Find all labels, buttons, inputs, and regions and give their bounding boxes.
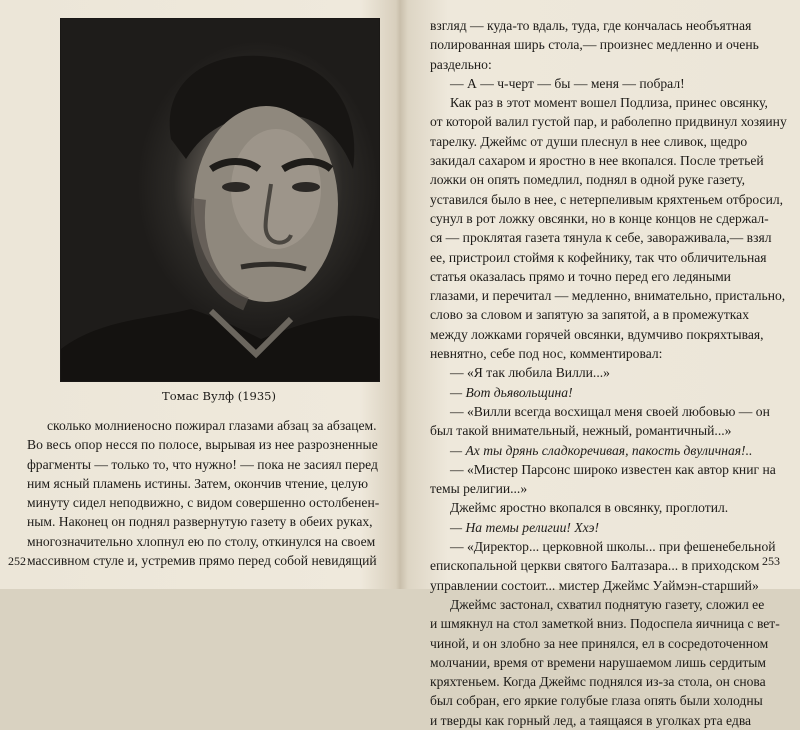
page-number: 252 xyxy=(8,554,26,568)
text-line: — «Мистер Парсонс широко известен как автор книг на xyxy=(450,461,776,477)
text-line: тарелку. Джеймс от души плеснул в нее сливок, щедро xyxy=(430,133,748,149)
text-line: глазами, и перечитал — медленно, внимательно, пристально, xyxy=(430,288,786,304)
text-line: Джеймс яростно вкопался в овсянку, проглотил. xyxy=(450,500,729,516)
text-line: — На темы религии! Ххэ! xyxy=(450,519,600,535)
text-line: чиной, и он злобно за нее принялся, ел в сосредоточенном xyxy=(430,635,769,651)
text-line: епископальной церкви святого Балтазара... в приходском xyxy=(430,558,760,574)
right-page-text xyxy=(430,16,787,730)
text-line: — «Я так любила Вилли...» xyxy=(450,365,610,381)
portrait-photo xyxy=(60,18,380,382)
text-line: — А — ч-черт — бы — меня — побрал! xyxy=(450,75,685,91)
text-line: ложки он опять помедлил, поднял в одной руке газету, xyxy=(430,172,745,188)
portrait-image xyxy=(61,19,379,381)
text-line: Как раз в этот момент вошел Подлиза, принес овсянку, xyxy=(450,95,768,111)
left-page-text xyxy=(27,416,380,570)
text-line: — «Вилли всегда восхищал меня своей любовью — он xyxy=(450,403,770,419)
text-line: от которой валил густой пар, и раболепно придвинул хозяину xyxy=(430,114,787,130)
text-line: ним ясный пламень истины. Затем, окончив чтение, целую xyxy=(27,475,369,491)
text-line: статья оказалась прямо и точно перед его ледяными xyxy=(430,268,731,284)
text-line: темы религии...» xyxy=(430,481,528,497)
text-line: Джеймс застонал, схватил поднятую газету, сложил ее xyxy=(450,596,765,612)
text-line: закидал сахаром и яростно в нее вкопался. После третьей xyxy=(430,153,764,169)
photo-caption: Томас Вулф (1935) xyxy=(162,389,276,403)
text-line: слово за словом и запятую за запятой, а в промежутках xyxy=(430,307,749,323)
text-line: ным. Наконец он поднял развернутую газету в обеих руках, xyxy=(27,514,373,530)
text-line: полированная ширь стола,— произнес медленно и очень xyxy=(430,37,759,53)
text-line: управлении состоит... мистер Джеймс Уаймэн-старший» xyxy=(430,577,759,593)
text-line: был собран, его яркие голубые глаза опять были холодны xyxy=(430,693,763,709)
text-line: сунул в рот ложку овсянки, но в конце концов не сдержал- xyxy=(430,210,769,226)
text-line: ся — проклятая газета тянула к себе, завораживала,— взял xyxy=(430,230,772,246)
text-line: взгляд — куда-то вдаль, туда, где кончалась необъятная xyxy=(430,18,752,33)
text-line: — Ах ты дрянь сладкоречивая, пакость двуличная!.. xyxy=(450,442,753,458)
text-line: сколько молниеносно пожирал глазами абзац за абзацем. xyxy=(47,418,377,433)
text-line: минуту сидел неподвижно, с видом совершенно остолбенен- xyxy=(27,495,380,511)
text-line: и шмякнул на стол заметкой вниз. Подоспела яичница с вет- xyxy=(430,616,780,632)
text-line: массивном стуле и, устремив прямо перед собой невидящий xyxy=(27,553,377,569)
left-page xyxy=(0,0,400,589)
text-line: и тверды как горный лед, а таящаяся в уголках рта едва xyxy=(430,712,752,728)
right-page xyxy=(400,0,800,728)
text-line: был такой внимательный, нежный, романтичный...» xyxy=(430,423,732,439)
text-line: — «Директор... церковной школы... при фешенебельной xyxy=(450,539,776,555)
page-number: 253 xyxy=(762,554,780,568)
text-line: невнятно, себе под нос, комментировал: xyxy=(430,346,663,362)
text-line: уставился было в нее, с нетерпеливым кряхтеньем отбросил, xyxy=(430,191,784,207)
text-line: ее, пристроил стоймя к кофейнику, так что обличительная xyxy=(430,249,767,265)
text-line: между ложками горячей овсянки, вдумчиво покряхтывая, xyxy=(430,326,764,342)
text-line: Во весь опор несся по полосе, вырывая из нее разрозненные xyxy=(27,437,378,453)
text-line: молчании, время от времени нарушаемом лишь сердитым xyxy=(430,654,767,670)
text-line: раздельно: xyxy=(430,56,492,72)
text-line: фрагменты — только то, что нужно! — пока не засиял перед xyxy=(27,456,378,472)
text-line: многозначительно хлопнул ею по столу, откинулся на своем xyxy=(27,533,376,549)
text-line: — Вот дьявольщина! xyxy=(450,384,573,400)
text-line: кряхтеньем. Когда Джеймс поднялся из-за стола, он снова xyxy=(430,674,766,690)
